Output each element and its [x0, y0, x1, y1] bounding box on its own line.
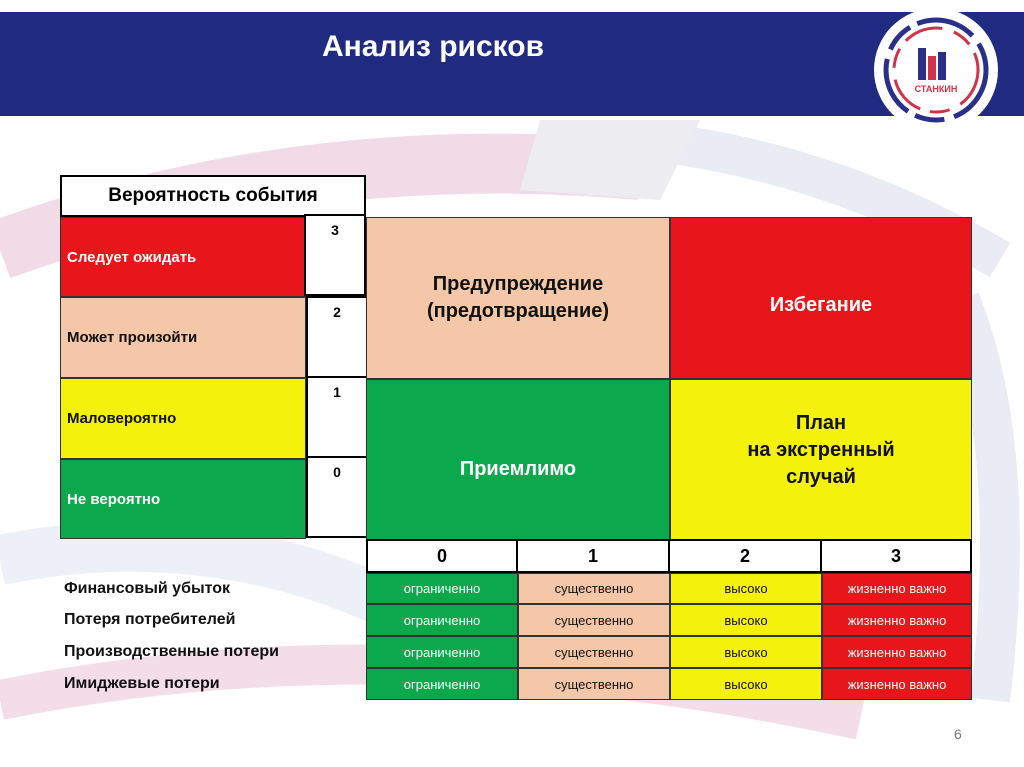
impact-cell-high: высоко — [670, 573, 822, 604]
probability-level-1: Маловероятно — [60, 378, 306, 459]
impact-cell-high: высоко — [670, 636, 822, 668]
impact-cell-critical: жизненно важно — [822, 668, 972, 700]
probability-score-3: 3 — [304, 214, 366, 296]
impact-cell-high: высоко — [670, 668, 822, 700]
impact-cell-critical: жизненно важно — [822, 636, 972, 668]
logo-text: СТАНКИН — [914, 84, 958, 94]
probability-score-2: 2 — [306, 296, 368, 378]
slide-title: Анализ рисков — [322, 30, 545, 63]
impact-cell-limited: ограниченно — [366, 668, 518, 700]
impact-cell-significant: существенно — [518, 636, 670, 668]
impact-row-label: Производственные потери — [64, 643, 279, 660]
impact-cell-limited: ограниченно — [366, 636, 518, 668]
impact-cell-high: высоко — [670, 604, 822, 636]
impact-cell-significant: существенно — [518, 573, 670, 604]
impact-cell-critical: жизненно важно — [822, 573, 972, 604]
quadrant-contingency-plan: План на экстренный случай — [670, 379, 972, 540]
page-number: 6 — [954, 726, 962, 742]
impact-axis-3: 3 — [820, 539, 972, 573]
probability-score-0: 0 — [306, 456, 368, 538]
impact-axis-2: 2 — [668, 539, 822, 573]
quadrant-avoidance: Избегание — [670, 217, 972, 379]
impact-row-label: Потеря потребителей — [64, 611, 236, 628]
probability-score-1: 1 — [306, 376, 368, 458]
impact-cell-critical: жизненно важно — [822, 604, 972, 636]
impact-axis-0: 0 — [366, 539, 518, 573]
probability-level-3: Следует ожидать — [60, 217, 306, 297]
impact-cell-significant: существенно — [518, 604, 670, 636]
impact-row-label: Имиджевые потери — [64, 675, 220, 692]
quadrant-acceptable: Приемлимо — [366, 379, 670, 540]
impact-cell-limited: ограниченно — [366, 604, 518, 636]
impact-axis-1: 1 — [516, 539, 670, 573]
impact-cell-limited: ограниченно — [366, 573, 518, 604]
quadrant-prevention: Предупреждение (предотвращение) — [366, 217, 670, 379]
impact-cell-significant: существенно — [518, 668, 670, 700]
university-logo — [866, 8, 1006, 148]
probability-level-2: Может произойти — [60, 297, 306, 378]
logo-emblem-icon — [866, 8, 1006, 148]
probability-header: Вероятность события — [60, 175, 366, 217]
impact-row-label: Финансовый убыток — [64, 580, 231, 597]
probability-level-0: Не вероятно — [60, 459, 306, 539]
